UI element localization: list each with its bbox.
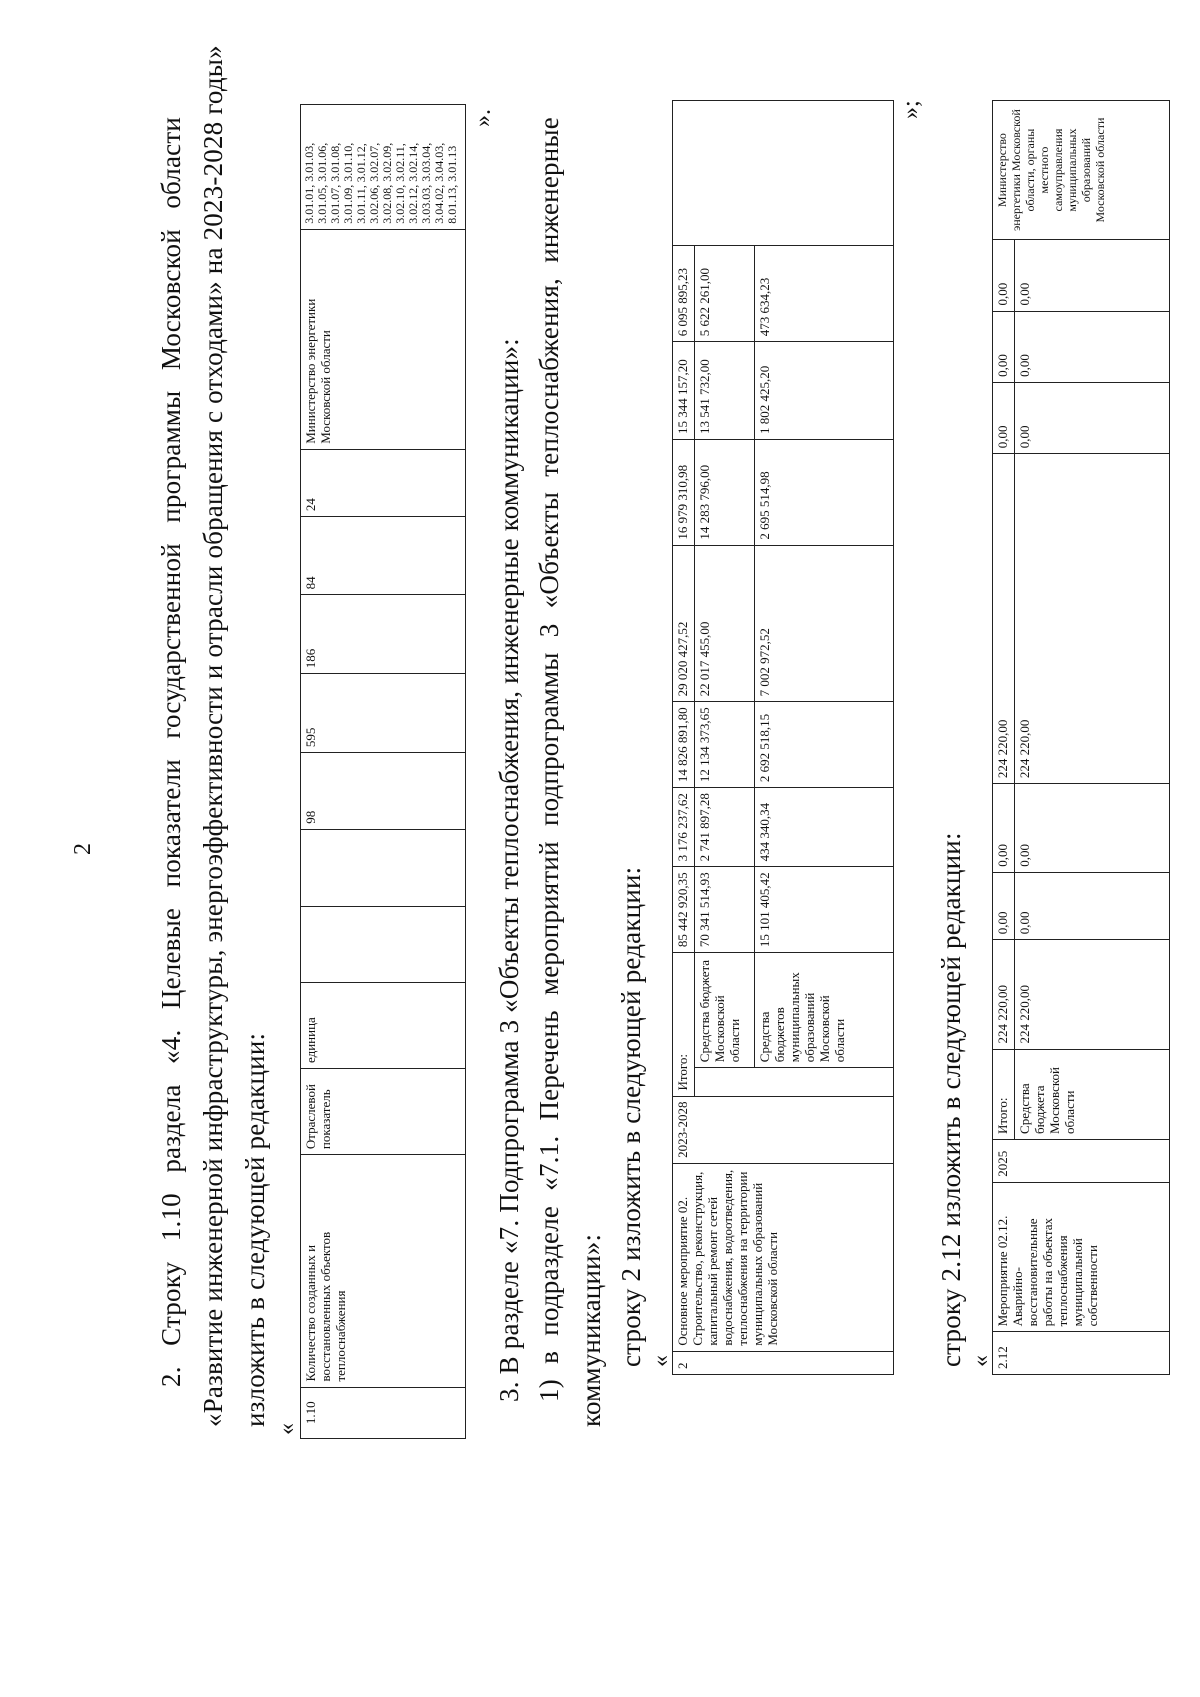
amount: 0,00 <box>1015 872 1170 940</box>
source-label: Итого: <box>993 1049 1015 1139</box>
amount: 473 634,23 <box>755 245 894 341</box>
word: 3 <box>534 623 564 638</box>
amount: 3 176 237,62 <box>673 788 695 867</box>
word: подразделе <box>534 1205 564 1336</box>
word: подпрограммы <box>534 652 564 827</box>
word: программы <box>156 390 186 523</box>
word: Московской <box>156 229 186 371</box>
word: «Объекты <box>534 491 564 609</box>
source-label: Средства бюджета Московской области <box>695 953 755 1068</box>
amount: 2 741 897,28 <box>695 788 755 867</box>
amount: 70 341 514,93 <box>695 867 755 953</box>
word: в <box>534 1350 564 1364</box>
word: Целевые <box>156 907 186 1010</box>
amount: 2 695 514,98 <box>755 439 894 545</box>
event-name: Основное мероприятие 02. Строительство, реконструкция, капитальный ремонт сетей водоснабжения, водоотведения, теплоснабжения на территории муниципальных образований Московской области <box>673 1163 894 1351</box>
amount: 85 442 920,35 <box>673 867 695 953</box>
section2-line1 <box>152 117 190 1387</box>
source-label: Итого: <box>673 953 695 1096</box>
amount: 0,00 <box>1015 382 1170 453</box>
amount: 29 020 427,52 <box>673 545 695 702</box>
indicator-unit: единица <box>301 982 466 1068</box>
responsible-body: Министерство энергетики Московской области, органы местного самоуправления муниципальных образований Московской области <box>993 101 1170 240</box>
source-label: Средства бюджета Московской области <box>1015 1049 1170 1139</box>
word: области <box>156 117 186 209</box>
event-codes: 3.01.01, 3.01.03, 3.01.05, 3.01.06, 3.01.07, 3.01.08, 3.01.09, 3.01.10, 3.01.11, 3.01.12, 3.02.06, 3.02.07, 3.02.08, 3.02.09, 3.02.10, 3.02.11, 3.02.12, 3.02.14, 3.03.03, 3.03.04, 3.04.02, 3.04.03, 8.01.13, 3.01.13 <box>301 105 466 230</box>
amount: 0,00 <box>993 240 1015 311</box>
open-quote: « <box>648 1355 674 1367</box>
section3-item1-line1 <box>530 117 568 1402</box>
section3-heading: 3. В разделе «7. Подпрограмма 3 «Объекты теплоснабжения, инженерные коммуникации»: <box>494 338 524 1402</box>
amount: 224 220,00 <box>1015 940 1170 1049</box>
section2-line3: изложить в следующей редакции: <box>240 1032 270 1427</box>
empty-cell <box>673 101 894 246</box>
amount: 15 344 157,20 <box>673 342 695 440</box>
indicator-value: 24 <box>301 449 466 516</box>
amount: 5 622 261,00 <box>695 245 755 341</box>
indicator-cell <box>301 829 466 906</box>
event-year: 2025 <box>993 1139 1170 1182</box>
event-212-table <box>992 100 1170 1375</box>
amount: 224 220,00 <box>993 454 1015 784</box>
close-quote: ». <box>470 109 496 127</box>
amount: 14 826 891,80 <box>673 702 695 788</box>
section2-line2: «Развитие инженерной инфраструктуры, энергоэффективности и отрасли обращения с отходами» на 2023-2028 годы» <box>198 45 228 1427</box>
word: Перечень <box>534 1010 564 1121</box>
row2-intro: строку 2 изложить в следующей редакции: <box>616 866 646 1367</box>
amount: 12 134 373,65 <box>695 702 755 788</box>
open-quote: « <box>274 1423 300 1435</box>
event-name: Мероприятие 02.12. Аварийно-восстановительные работы на объектах теплоснабжения муниципальной собственности <box>993 1182 1170 1332</box>
amount: 0,00 <box>993 311 1015 382</box>
indicator-value: 186 <box>301 595 466 674</box>
amount: 2 692 518,15 <box>755 702 894 788</box>
amount: 0,00 <box>1015 311 1170 382</box>
word: «4. <box>156 1029 186 1064</box>
amount: 1 802 425,20 <box>755 342 894 440</box>
amount: 0,00 <box>993 872 1015 940</box>
amount: 22 017 455,00 <box>695 545 755 702</box>
amount: 16 979 310,98 <box>673 439 695 545</box>
amount: 7 002 972,52 <box>755 545 894 702</box>
responsible-body: Министерство энергетики Московской области <box>301 229 466 449</box>
amount: 15 101 405,42 <box>755 867 894 953</box>
program-table <box>672 100 894 1375</box>
section3-item1-line2: коммуникации»: <box>576 1233 606 1427</box>
word: 1) <box>534 1379 564 1402</box>
amount: 0,00 <box>1015 240 1170 311</box>
indent-cell <box>755 1068 894 1096</box>
word: 1.10 <box>156 1193 186 1242</box>
word: мероприятий <box>534 841 564 996</box>
amount: 0,00 <box>993 784 1015 873</box>
word: инженерные <box>534 117 564 263</box>
row212-intro: строку 2.12 изложить в следующей редакции: <box>936 832 966 1367</box>
indicator-value: 84 <box>301 517 466 595</box>
word: раздела <box>156 1084 186 1173</box>
close-quote: »; <box>898 100 924 119</box>
row-number: 2 <box>673 1351 894 1374</box>
open-quote: « <box>968 1355 994 1367</box>
indicator-name: Количество созданных и восстановленных объектов теплоснабжения <box>301 1155 466 1387</box>
word: Строку <box>156 1261 186 1346</box>
indicator-type: Отраслевой показатель <box>301 1069 466 1155</box>
amount: 434 340,34 <box>755 788 894 867</box>
indicator-table <box>300 104 466 1439</box>
amount: 0,00 <box>1015 784 1170 873</box>
word: государственной <box>156 543 186 739</box>
amount: 224 220,00 <box>1015 454 1170 784</box>
page-number: 2 <box>70 843 96 855</box>
amount: 0,00 <box>993 382 1015 453</box>
word: теплоснабжения, <box>534 278 564 477</box>
amount: 14 283 796,00 <box>695 439 755 545</box>
event-years: 2023-2028 <box>673 1096 894 1163</box>
word: «7.1. <box>534 1135 564 1191</box>
row-number: 2.12 <box>993 1332 1170 1375</box>
indicator-value: 98 <box>301 753 466 830</box>
amount: 224 220,00 <box>993 940 1015 1049</box>
source-label: Средства бюджетов муниципальных образований Московской области <box>755 953 894 1068</box>
amount: 13 541 732,00 <box>695 342 755 440</box>
amount: 6 095 895,23 <box>673 245 695 341</box>
word: 2. <box>156 1366 186 1387</box>
indicator-value: 595 <box>301 674 466 753</box>
word: показатели <box>156 759 186 888</box>
row-number: 1.10 <box>301 1387 466 1438</box>
indent-cell <box>695 1068 755 1096</box>
indicator-cell <box>301 907 466 983</box>
